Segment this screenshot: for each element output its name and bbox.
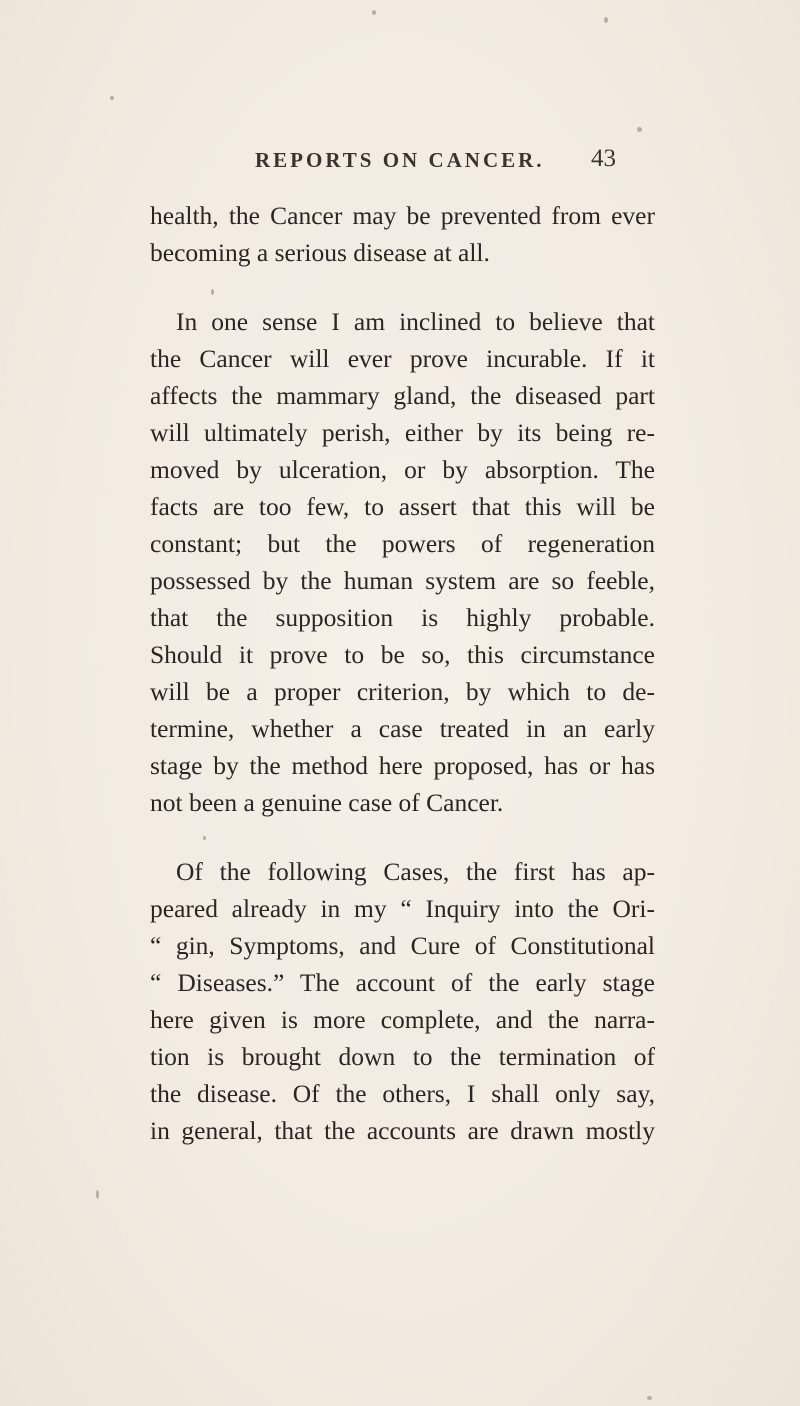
- text-line: constant; but the powers of regeneration: [150, 529, 655, 558]
- text-line: the disease. Of the others, I shall only say,: [150, 1079, 655, 1108]
- text-line: that the supposition is highly probable.: [150, 603, 655, 632]
- text-line: will be a proper criterion, by which to de-: [150, 677, 655, 706]
- text-line: Of the following Cases, the first has ap-: [176, 857, 655, 886]
- paper-speck: [96, 1190, 99, 1199]
- text-line: becoming a serious disease at all.: [150, 238, 490, 267]
- text-line: here given is more complete, and the narra-: [150, 1005, 655, 1034]
- text-line: possessed by the human system are so feeble,: [150, 566, 655, 595]
- page-header: [255, 145, 675, 188]
- text-line: will ultimately perish, either by its being re-: [150, 418, 655, 447]
- text-line: termine, whether a case treated in an early: [150, 714, 655, 743]
- text-line: “ Diseases.” The account of the early stage: [150, 968, 655, 997]
- text-line: the Cancer will ever prove incurable. If it: [150, 344, 655, 373]
- running-head: REPORTS ON CANCER.: [255, 148, 545, 172]
- paper-speck: [211, 289, 214, 295]
- paper-speck: [604, 17, 608, 23]
- paper-speck: [647, 1396, 652, 1400]
- text-line: “ gin, Symptoms, and Cure of Constitutional: [150, 931, 655, 960]
- text-line: affects the mammary gland, the diseased part: [150, 381, 655, 410]
- text-line: facts are too few, to assert that this will be: [150, 492, 655, 521]
- text-line: tion is brought down to the termination of: [150, 1042, 655, 1071]
- text-line: in general, that the accounts are drawn mostly: [150, 1116, 655, 1145]
- paper-speck: [110, 96, 114, 100]
- text-line: health, the Cancer may be prevented from ever: [150, 201, 655, 230]
- paper-speck: [203, 836, 206, 840]
- text-line: stage by the method here proposed, has or has: [150, 751, 655, 780]
- text-line: In one sense I am inclined to believe that: [176, 307, 655, 336]
- text-line: Should it prove to be so, this circumstance: [150, 640, 655, 669]
- text-line: not been a genuine case of Cancer.: [150, 788, 504, 817]
- text-line: peared already in my “ Inquiry into the Ori-: [150, 894, 655, 923]
- page-number: 43: [591, 145, 616, 172]
- paper-speck: [637, 127, 642, 132]
- paper-speck: [372, 10, 376, 15]
- text-line: moved by ulceration, or by absorption. The: [150, 455, 655, 484]
